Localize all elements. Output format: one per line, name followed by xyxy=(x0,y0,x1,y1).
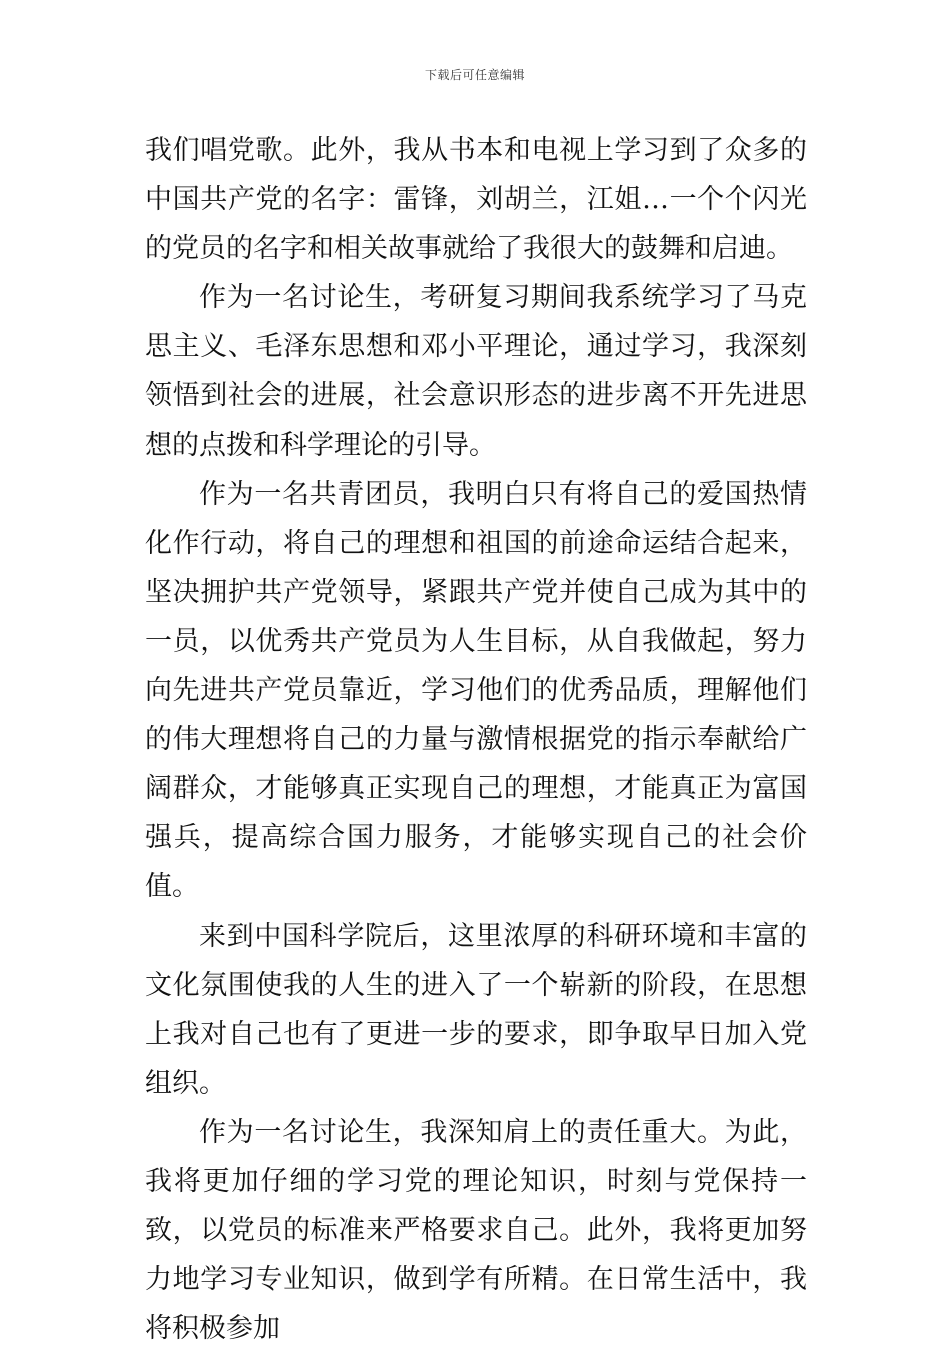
paragraph-5: 作为一名讨论生，我深知肩上的责任重大。为此，我将更加仔细的学习党的理论知识，时刻与党保持一致，以党员的标准来严格要求自己。此外，我将更加努力地学习专业知识，做到学有所精。在日常生活中，我将积极参加 xyxy=(145,1116,807,1345)
document-body xyxy=(145,126,807,1353)
paragraph-2: 作为一名讨论生，考研复习期间我系统学习了马克思主义、毛泽东思想和邓小平理论，通过学习，我深刻领悟到社会的进展，社会意识形态的进步离不开先进思想的点拨和科学理论的引导。 xyxy=(145,282,807,461)
page-header: 下载后可任意编辑 xyxy=(424,68,525,82)
paragraph-4: 来到中国科学院后，这里浓厚的科研环境和丰富的文化氛围使我的人生的进入了一个崭新的阶段，在思想上我对自己也有了更进一步的要求，即争取早日加入党组织。 xyxy=(145,920,807,1099)
paragraph-3: 作为一名共青团员，我明白只有将自己的爱国热情化作行动，将自己的理想和祖国的前途命运结合起来，坚决拥护共产党领导，紧跟共产党并使自己成为其中的一员，以优秀共产党员为人生目标，从自我做起，努力向先进共产党员靠近，学习他们的优秀品质，理解他们的伟大理想将自己的力量与激情根据党的指示奉献给广阔群众，才能够真正实现自己的理想，才能真正为富国强兵，提高综合国力服务，才能够实现自己的社会价值。 xyxy=(145,478,807,903)
paragraph-1: 我们唱党歌。此外，我从书本和电视上学习到了众多的中国共产党的名字：雷锋，刘胡兰，江姐…一个个闪光的党员的名字和相关故事就给了我很大的鼓舞和启迪。 xyxy=(145,135,807,265)
